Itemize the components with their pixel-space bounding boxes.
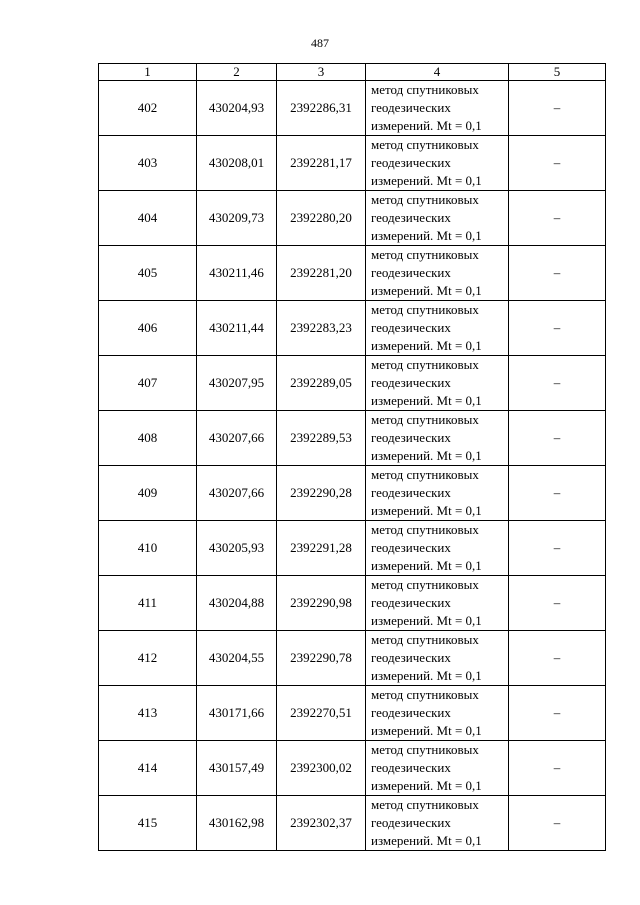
method-text-line: метод спутниковых: [371, 687, 479, 702]
y-coordinate-cell: 2392300,02: [277, 741, 366, 796]
method-cell: [366, 521, 509, 576]
y-coordinate-cell: 2392290,78: [277, 631, 366, 686]
method-text-line: геодезических: [371, 210, 451, 225]
method-text-line: метод спутниковых: [371, 742, 479, 757]
x-coordinate-cell: 430209,73: [197, 191, 277, 246]
dash-cell: –: [509, 191, 606, 246]
method-text-line: метод спутниковых: [371, 577, 479, 592]
column-header-4: 4: [366, 64, 509, 81]
method-cell: [366, 686, 509, 741]
dash-cell: –: [509, 136, 606, 191]
page-number: 487: [311, 36, 329, 50]
method-text-line: геодезических: [371, 705, 451, 720]
method-text-line: измерений. Mt = 0,1: [371, 833, 482, 848]
y-coordinate-cell: 2392302,37: [277, 796, 366, 851]
table-row: [99, 246, 606, 301]
method-cell: [366, 136, 509, 191]
method-text-line: метод спутниковых: [371, 467, 479, 482]
method-text-line: измерений. Mt = 0,1: [371, 393, 482, 408]
method-text-line: метод спутниковых: [371, 82, 479, 97]
y-coordinate-cell: 2392289,05: [277, 356, 366, 411]
method-text-line: метод спутниковых: [371, 632, 479, 647]
dash-cell: –: [509, 741, 606, 796]
method-cell: [366, 191, 509, 246]
table-row: [99, 411, 606, 466]
method-text-line: геодезических: [371, 100, 451, 115]
method-text-line: метод спутниковых: [371, 247, 479, 262]
method-text-line: метод спутниковых: [371, 797, 479, 812]
point-number-cell: 404: [99, 191, 197, 246]
method-text-line: геодезических: [371, 430, 451, 445]
dash-cell: –: [509, 246, 606, 301]
method-text-line: геодезических: [371, 540, 451, 555]
point-number-cell: 414: [99, 741, 197, 796]
x-coordinate-cell: 430205,93: [197, 521, 277, 576]
point-number-cell: 409: [99, 466, 197, 521]
method-text-line: метод спутниковых: [371, 357, 479, 372]
method-text-line: геодезических: [371, 485, 451, 500]
method-text-line: метод спутниковых: [371, 302, 479, 317]
y-coordinate-cell: 2392283,23: [277, 301, 366, 356]
method-text-line: метод спутниковых: [371, 522, 479, 537]
y-coordinate-cell: 2392291,28: [277, 521, 366, 576]
point-number-cell: 402: [99, 81, 197, 136]
table-row: [99, 631, 606, 686]
y-coordinate-cell: 2392280,20: [277, 191, 366, 246]
method-text-line: измерений. Mt = 0,1: [371, 228, 482, 243]
method-text-line: метод спутниковых: [371, 192, 479, 207]
x-coordinate-cell: 430204,88: [197, 576, 277, 631]
table-row: [99, 686, 606, 741]
column-header-5: 5: [509, 64, 606, 81]
method-text-line: измерений. Mt = 0,1: [371, 448, 482, 463]
dash-cell: –: [509, 466, 606, 521]
method-text-line: геодезических: [371, 815, 451, 830]
method-text-line: геодезических: [371, 760, 451, 775]
method-text-line: измерений. Mt = 0,1: [371, 338, 482, 353]
method-text-line: измерений. Mt = 0,1: [371, 503, 482, 518]
x-coordinate-cell: 430207,66: [197, 411, 277, 466]
method-text-line: измерений. Mt = 0,1: [371, 558, 482, 573]
method-cell: [366, 576, 509, 631]
point-number-cell: 411: [99, 576, 197, 631]
method-cell: [366, 466, 509, 521]
x-coordinate-cell: 430204,55: [197, 631, 277, 686]
table-row: [99, 81, 606, 136]
coordinates-table: [98, 63, 606, 851]
dash-cell: –: [509, 576, 606, 631]
method-text-line: метод спутниковых: [371, 137, 479, 152]
column-header-1: 1: [99, 64, 197, 81]
y-coordinate-cell: 2392281,20: [277, 246, 366, 301]
dash-cell: –: [509, 411, 606, 466]
x-coordinate-cell: 430211,44: [197, 301, 277, 356]
method-text-line: измерений. Mt = 0,1: [371, 173, 482, 188]
table-row: [99, 466, 606, 521]
table-header-row: [99, 64, 606, 81]
dash-cell: –: [509, 686, 606, 741]
point-number-cell: 405: [99, 246, 197, 301]
x-coordinate-cell: 430207,66: [197, 466, 277, 521]
x-coordinate-cell: 430211,46: [197, 246, 277, 301]
table-row: [99, 191, 606, 246]
x-coordinate-cell: 430207,95: [197, 356, 277, 411]
x-coordinate-cell: 430157,49: [197, 741, 277, 796]
column-header-3: 3: [277, 64, 366, 81]
method-cell: [366, 356, 509, 411]
table-row: [99, 301, 606, 356]
y-coordinate-cell: 2392270,51: [277, 686, 366, 741]
table-row: [99, 136, 606, 191]
method-text-line: геодезических: [371, 265, 451, 280]
method-cell: [366, 81, 509, 136]
point-number-cell: 407: [99, 356, 197, 411]
table-row: [99, 356, 606, 411]
table-row: [99, 796, 606, 851]
y-coordinate-cell: 2392290,28: [277, 466, 366, 521]
method-text-line: геодезических: [371, 650, 451, 665]
x-coordinate-cell: 430204,93: [197, 81, 277, 136]
point-number-cell: 408: [99, 411, 197, 466]
x-coordinate-cell: 430171,66: [197, 686, 277, 741]
method-cell: [366, 411, 509, 466]
method-cell: [366, 796, 509, 851]
point-number-cell: 410: [99, 521, 197, 576]
table-row: [99, 741, 606, 796]
method-text-line: геодезических: [371, 320, 451, 335]
method-text-line: измерений. Mt = 0,1: [371, 668, 482, 683]
dash-cell: –: [509, 356, 606, 411]
dash-cell: –: [509, 521, 606, 576]
dash-cell: –: [509, 301, 606, 356]
table-row: [99, 521, 606, 576]
method-text-line: измерений. Mt = 0,1: [371, 778, 482, 793]
y-coordinate-cell: 2392286,31: [277, 81, 366, 136]
method-text-line: измерений. Mt = 0,1: [371, 723, 482, 738]
method-cell: [366, 741, 509, 796]
column-header-2: 2: [197, 64, 277, 81]
method-cell: [366, 301, 509, 356]
y-coordinate-cell: 2392289,53: [277, 411, 366, 466]
y-coordinate-cell: 2392290,98: [277, 576, 366, 631]
dash-cell: –: [509, 631, 606, 686]
method-cell: [366, 631, 509, 686]
point-number-cell: 403: [99, 136, 197, 191]
point-number-cell: 413: [99, 686, 197, 741]
dash-cell: –: [509, 796, 606, 851]
dash-cell: –: [509, 81, 606, 136]
method-cell: [366, 246, 509, 301]
x-coordinate-cell: 430208,01: [197, 136, 277, 191]
method-text-line: геодезических: [371, 155, 451, 170]
point-number-cell: 415: [99, 796, 197, 851]
method-text-line: геодезических: [371, 595, 451, 610]
x-coordinate-cell: 430162,98: [197, 796, 277, 851]
y-coordinate-cell: 2392281,17: [277, 136, 366, 191]
table-row: [99, 576, 606, 631]
method-text-line: геодезических: [371, 375, 451, 390]
method-text-line: измерений. Mt = 0,1: [371, 283, 482, 298]
method-text-line: метод спутниковых: [371, 412, 479, 427]
method-text-line: измерений. Mt = 0,1: [371, 613, 482, 628]
table-body: [99, 81, 606, 851]
point-number-cell: 412: [99, 631, 197, 686]
point-number-cell: 406: [99, 301, 197, 356]
method-text-line: измерений. Mt = 0,1: [371, 118, 482, 133]
